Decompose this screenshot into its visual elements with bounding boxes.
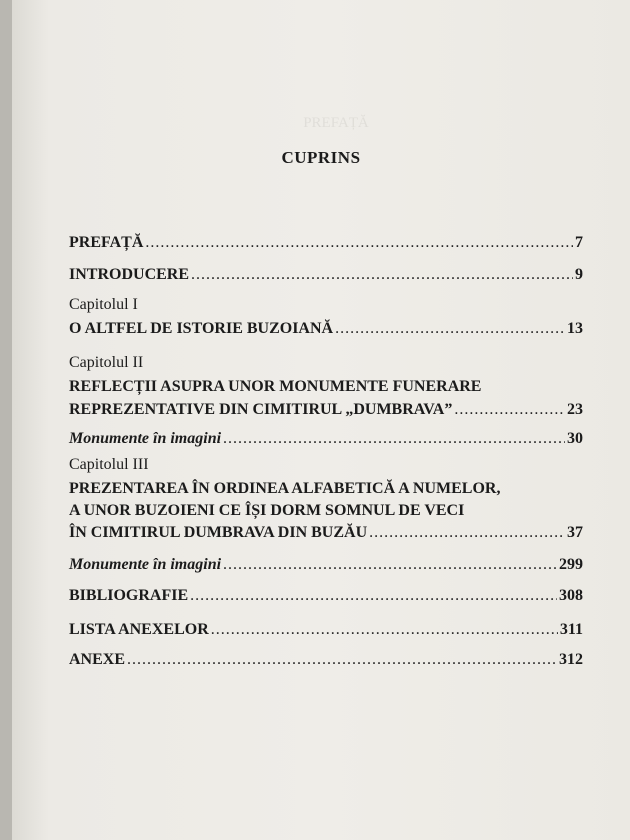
leader-dots	[454, 401, 565, 419]
toc-entry-lista-anexelor	[69, 621, 583, 639]
toc-entry-monumente-1	[69, 430, 583, 448]
toc-entry-page: 312	[559, 651, 583, 668]
leader-dots	[369, 524, 565, 542]
toc-entry-page: 7	[575, 234, 583, 251]
toc-entry-page: 37	[567, 524, 583, 541]
leader-dots	[211, 621, 558, 639]
toc-entry-line: A UNOR BUZOIENI CE ÎȘI DORM SOMNUL DE VECI	[69, 502, 465, 519]
leader-dots	[145, 234, 573, 252]
toc-entry-label: ÎN CIMITIRUL DUMBRAVA DIN BUZĂU	[69, 524, 368, 541]
toc-entry-page: 299	[559, 556, 583, 573]
leader-dots	[127, 651, 557, 669]
toc-entry-capitolul-3	[69, 456, 583, 542]
toc-entry-page: 308	[559, 587, 583, 604]
toc-entry-prefata	[69, 234, 583, 252]
chapter-label: Capitolul II	[69, 354, 144, 371]
toc-entry-page: 311	[559, 621, 583, 638]
toc-entry-capitolul-1	[69, 296, 583, 338]
leader-dots	[190, 587, 557, 605]
toc-entry-monumente-2	[69, 556, 583, 574]
leader-dots	[223, 556, 557, 574]
toc-entry-page: 9	[575, 266, 583, 283]
toc-entry-label: REPREZENTATIVE DIN CIMITIRUL „DUMBRAVA”	[69, 401, 453, 418]
toc-entry-introducere	[69, 266, 583, 284]
table-of-contents	[12, 0, 630, 840]
toc-entry-label: Monumente în imagini	[69, 556, 222, 573]
leader-dots	[335, 320, 565, 338]
chapter-label: Capitolul I	[69, 296, 138, 313]
toc-entry-capitolul-2	[69, 354, 583, 419]
toc-entry-label: ANEXE	[69, 651, 126, 668]
leader-dots	[223, 430, 565, 448]
bleed-through-text: PREFAȚĂ	[303, 115, 369, 131]
toc-entry-label: INTRODUCERE	[69, 266, 190, 283]
toc-entry-page: 23	[567, 401, 583, 418]
toc-entry-label: BIBLIOGRAFIE	[69, 587, 189, 604]
chapter-label: Capitolul III	[69, 456, 149, 473]
leader-dots	[191, 266, 573, 284]
toc-entry-page: 13	[567, 320, 583, 337]
book-page	[12, 0, 630, 840]
toc-entry-line: PREZENTAREA ÎN ORDINEA ALFABETICĂ A NUMELOR,	[69, 480, 501, 497]
toc-entry-label: PREFAȚĂ	[69, 234, 144, 251]
toc-entry-label: LISTA ANEXELOR	[69, 621, 209, 638]
toc-entry-label: O ALTFEL DE ISTORIE BUZOIANĂ	[69, 320, 334, 337]
toc-entry-page: 30	[567, 430, 583, 447]
toc-entry-label: Monumente în imagini	[69, 430, 222, 447]
toc-title: CUPRINS	[281, 148, 361, 167]
toc-entry-bibliografie	[69, 587, 583, 605]
toc-entry-anexe	[69, 651, 583, 669]
toc-entry-line: REFLECȚII ASUPRA UNOR MONUMENTE FUNERARE	[69, 378, 482, 395]
